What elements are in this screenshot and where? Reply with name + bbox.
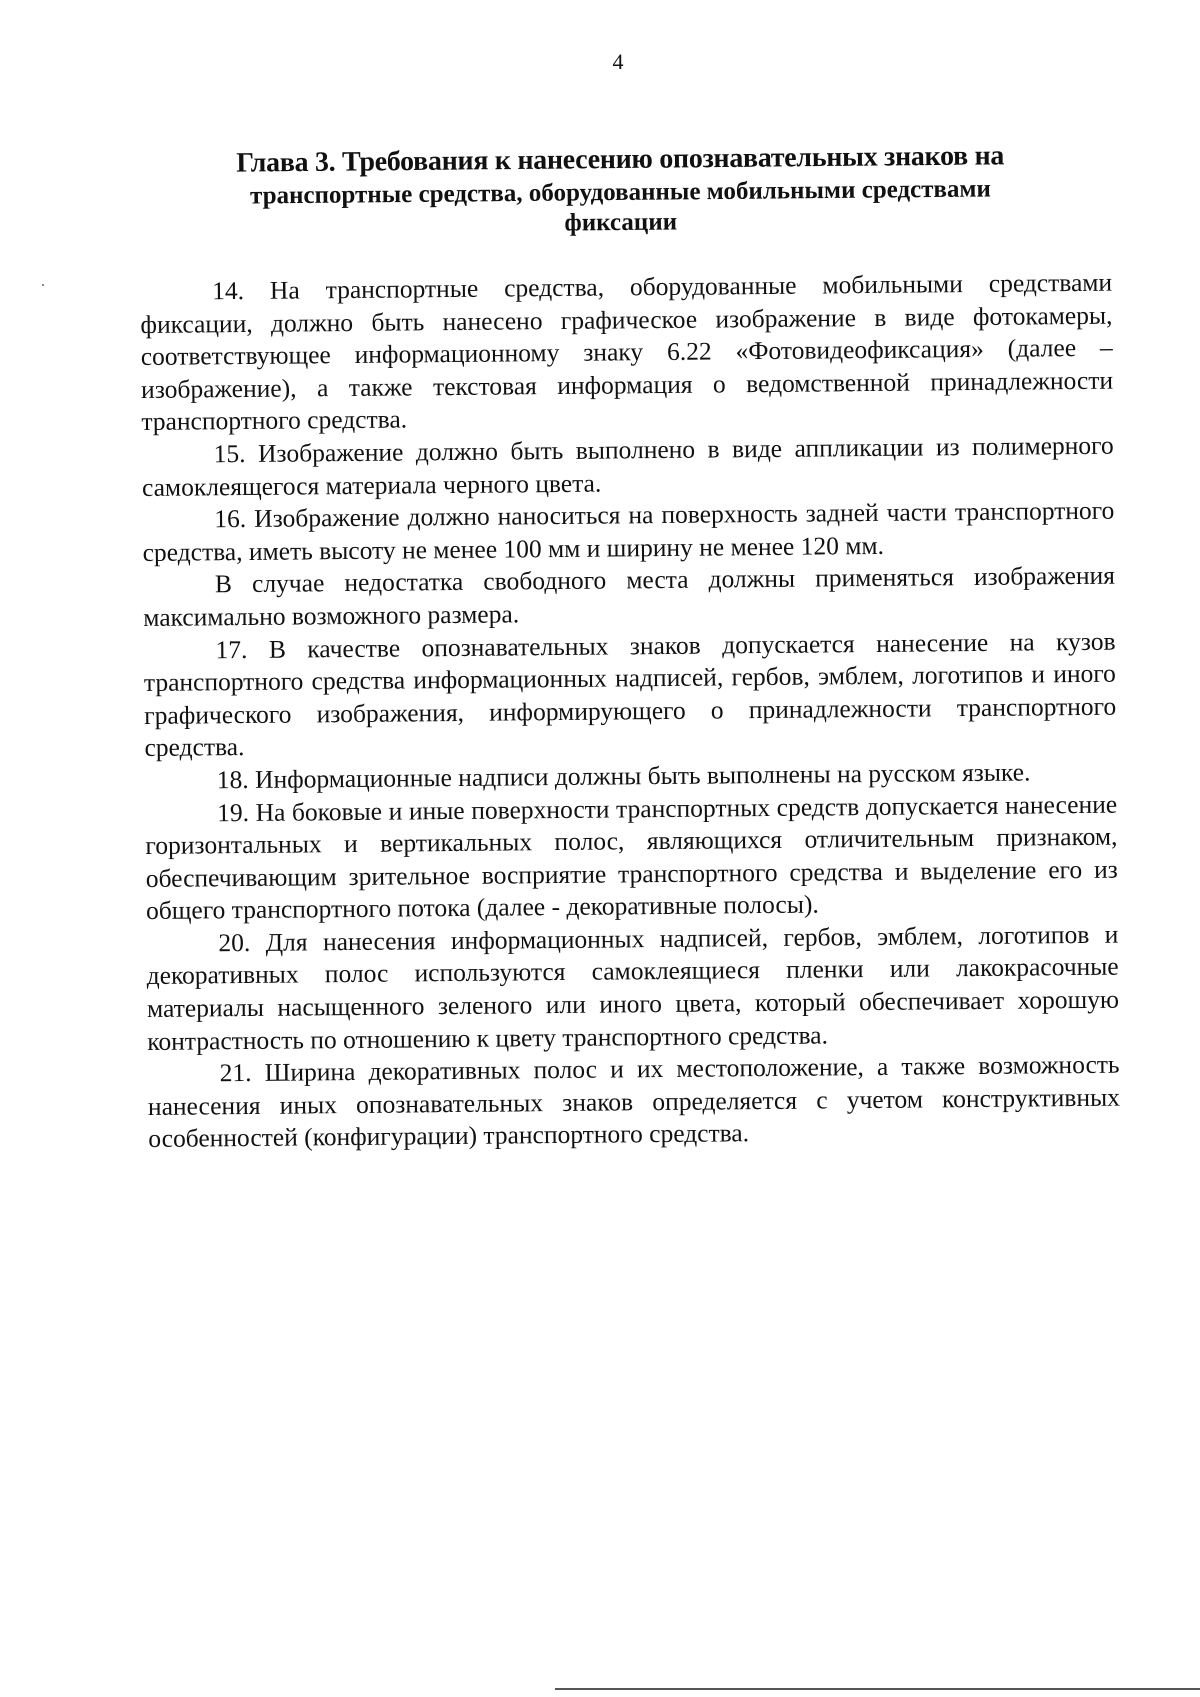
paragraph-19: 19. На боковые и иные поверхности транспортных средств допускается нанесение горизонтальных и вертикальных полос, являющихся отличительным признаком, обеспечивающим зрительное восприятие транспортного средства и выделение его из общего транспортного потока (далее - декоративные полосы).	[145, 789, 1118, 926]
paragraph-17: 17. В качестве опознавательных знаков допускается нанесение на кузов транспортного средства информационных надписей, гербов, эмблем, логотипов и иного графического изображения, информирующего о принадлежности транспортного средства.	[143, 626, 1117, 763]
paragraph-16: 16. Изображение должно наноситься на поверхность задней части транспортного средства, иметь высоту не менее 100 мм и ширину не менее 120 мм.	[142, 495, 1115, 567]
chapter-heading	[160, 138, 1081, 243]
paragraph-16-note: В случае недостатка свободного места должны применяться изображения максимально возможного размера.	[143, 560, 1116, 632]
chapter-heading-line-1: Глава 3. Требования к нанесению опознавательных знаков на	[236, 140, 1005, 179]
document-body	[140, 267, 1120, 1156]
paragraph-14: 14. На транспортные средства, оборудованные мобильными средствами фиксации, должно быть нанесено графическое изображение в виде фотокамеры, соответствующее информационному знаку 6.22 «Фотовидеофиксация» (далее – изображение), а также текстовая информация о ведомственной принадлежности транспортного средства.	[140, 267, 1114, 437]
chapter-heading-line-2: транспортные средства, оборудованные мобильными средствами	[249, 175, 992, 210]
scan-artifact-dot	[42, 284, 44, 286]
paragraph-20: 20. Для нанесения информационных надписей, гербов, эмблем, логотипов и декоративных полос используются самоклеящиеся пленки или лакокрасочные материалы насыщенного зеленого или иного цвета, который обеспечивает хорошую контрастность по отношению к цвету транспортного средства.	[146, 919, 1120, 1056]
paragraph-21: 21. Ширина декоративных полос и их местоположение, а также возможность нанесения иных опознавательных знаков определяется с учетом конструктивных особенностей (конфигурации) транспортного средства.	[147, 1049, 1121, 1154]
paragraph-15: 15. Изображение должно быть выполнено в виде аппликации из полимерного самоклеящегося материала черного цвета.	[141, 430, 1114, 502]
chapter-heading-line-3: фиксации	[564, 208, 678, 237]
paragraph-18: 18. Информационные надписи должны быть выполнены на русском языке.	[216, 757, 1031, 795]
page-number: 4	[612, 49, 624, 74]
bottom-scan-edge-line	[555, 1688, 1200, 1690]
